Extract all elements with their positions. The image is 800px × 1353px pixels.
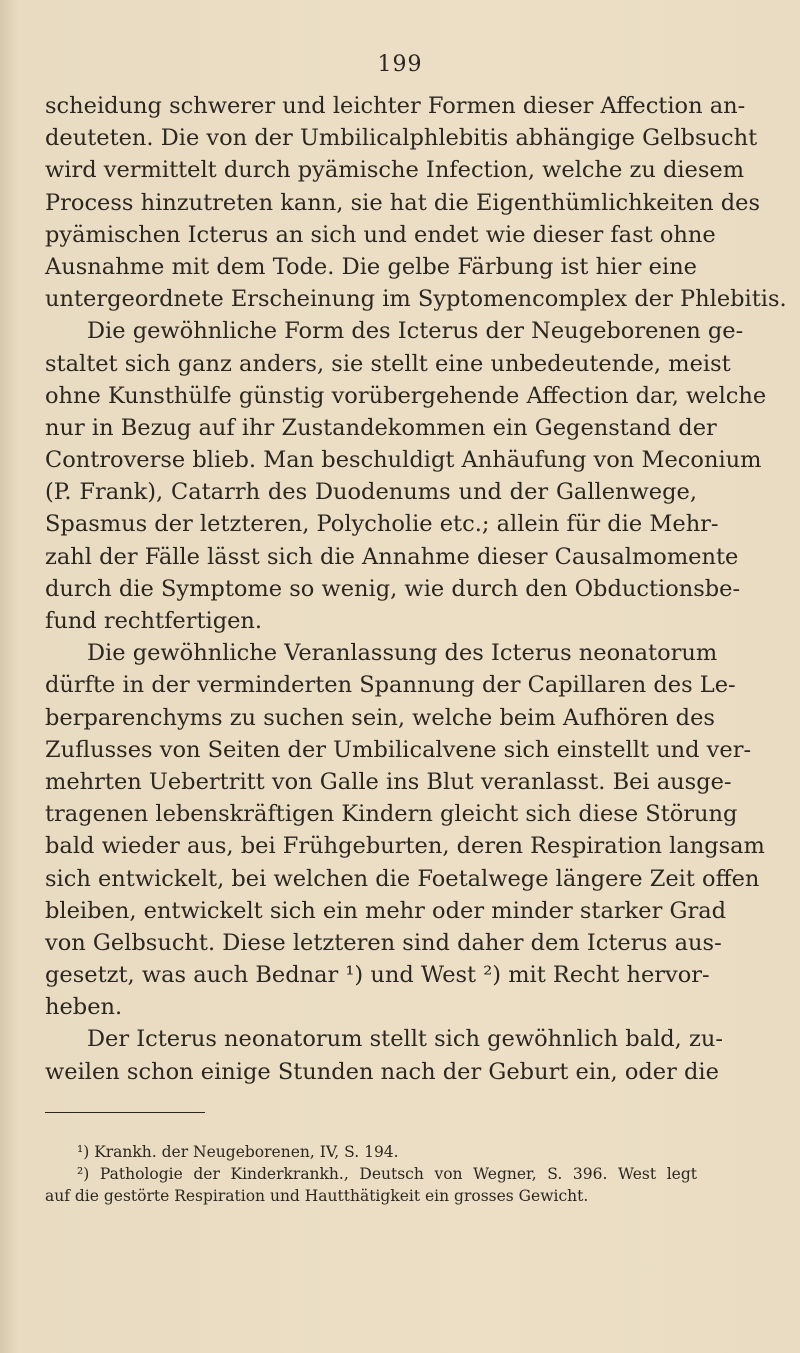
text-line: bald wieder aus, bei Frühgeburten, deren Respiration langsam xyxy=(45,833,765,860)
text-line: sich entwickelt, bei welchen die Foetalwege längere Zeit offen xyxy=(45,865,760,892)
page-number: 199 xyxy=(377,52,423,77)
text-line: nur in Bezug auf ihr Zustandekommen ein Gegenstand der xyxy=(45,414,717,441)
text-line: Controverse blieb. Man beschuldigt Anhäufung von Meconium xyxy=(45,447,762,474)
footnote-line: ¹) Krankh. der Neugeborenen, IV, S. 194. xyxy=(77,1143,399,1161)
body-text xyxy=(45,90,787,1088)
footnotes xyxy=(45,1141,697,1207)
text-line: zahl der Fälle lässt sich die Annahme dieser Causalmomente xyxy=(45,543,739,570)
text-line: ohne Kunsthülfe günstig vorübergehende Affection dar, welche xyxy=(45,382,767,409)
footnote-divider xyxy=(45,1112,205,1113)
text-line: Der Icterus neonatorum stellt sich gewöhnlich bald, zu- xyxy=(87,1026,723,1053)
footnote-line: ²) Pathologie der Kinderkrankh., Deutsch von Wegner, S. 396. West legt xyxy=(77,1165,697,1183)
text-line: fund rechtfertigen. xyxy=(45,608,263,634)
text-line: Die gewöhnliche Form des Icterus der Neugeborenen ge- xyxy=(87,318,744,345)
text-line: weilen schon einige Stunden nach der Geburt ein, oder die xyxy=(45,1058,719,1085)
text-line: bleiben, entwickelt sich ein mehr oder minder starker Grad xyxy=(45,897,727,924)
text-line: Zuflusses von Seiten der Umbilicalvene sich einstellt und ver- xyxy=(45,736,752,763)
text-line: scheidung schwerer und leichter Formen dieser Affection an- xyxy=(45,93,746,119)
text-line: Spasmus der letzteren, Polycholie etc.; allein für die Mehr- xyxy=(45,511,719,538)
text-line: staltet sich ganz anders, sie stellt eine unbedeutende, meist xyxy=(45,350,731,377)
footnote-line: auf die gestörte Respiration und Hautthätigkeit ein grosses Gewicht. xyxy=(45,1187,589,1205)
text-line: tragenen lebenskräftigen Kindern gleicht sich diese Störung xyxy=(45,801,738,828)
text-line: Die gewöhnliche Veranlassung des Icterus neonatorum xyxy=(87,640,718,667)
text-line: Process hinzutreten kann, sie hat die Eigenthümlichkeiten des xyxy=(45,189,761,216)
text-line: mehrten Uebertritt von Galle ins Blut veranlasst. Bei ausge- xyxy=(45,768,732,795)
text-line: (P. Frank), Catarrh des Duodenums und der Gallenwege, xyxy=(45,479,697,506)
text-line: von Gelbsucht. Diese letzteren sind daher dem Icterus aus- xyxy=(45,929,722,956)
text-line: Ausnahme mit dem Tode. Die gelbe Färbung ist hier eine xyxy=(45,253,697,280)
text-line: deuteten. Die von der Umbilicalphlebitis abhängige Gelbsucht xyxy=(45,125,758,152)
text-line: heben. xyxy=(45,994,123,1021)
text-line: durch die Symptome so wenig, wie durch den Obductionsbe- xyxy=(45,575,741,602)
text-line: wird vermittelt durch pyämische Infection, welche zu diesem xyxy=(45,157,745,184)
text-line: gesetzt, was auch Bednar ¹) und West ²) mit Recht hervor- xyxy=(45,962,710,989)
text-line: dürfte in der verminderten Spannung der Capillaren des Le- xyxy=(45,672,736,699)
text-line: pyämischen Icterus an sich und endet wie dieser fast ohne xyxy=(45,221,716,248)
text-line: untergeordnete Erscheinung im Syptomencomplex der Phlebitis. xyxy=(45,286,787,313)
text-line: berparenchyms zu suchen sein, welche beim Aufhören des xyxy=(45,704,715,731)
